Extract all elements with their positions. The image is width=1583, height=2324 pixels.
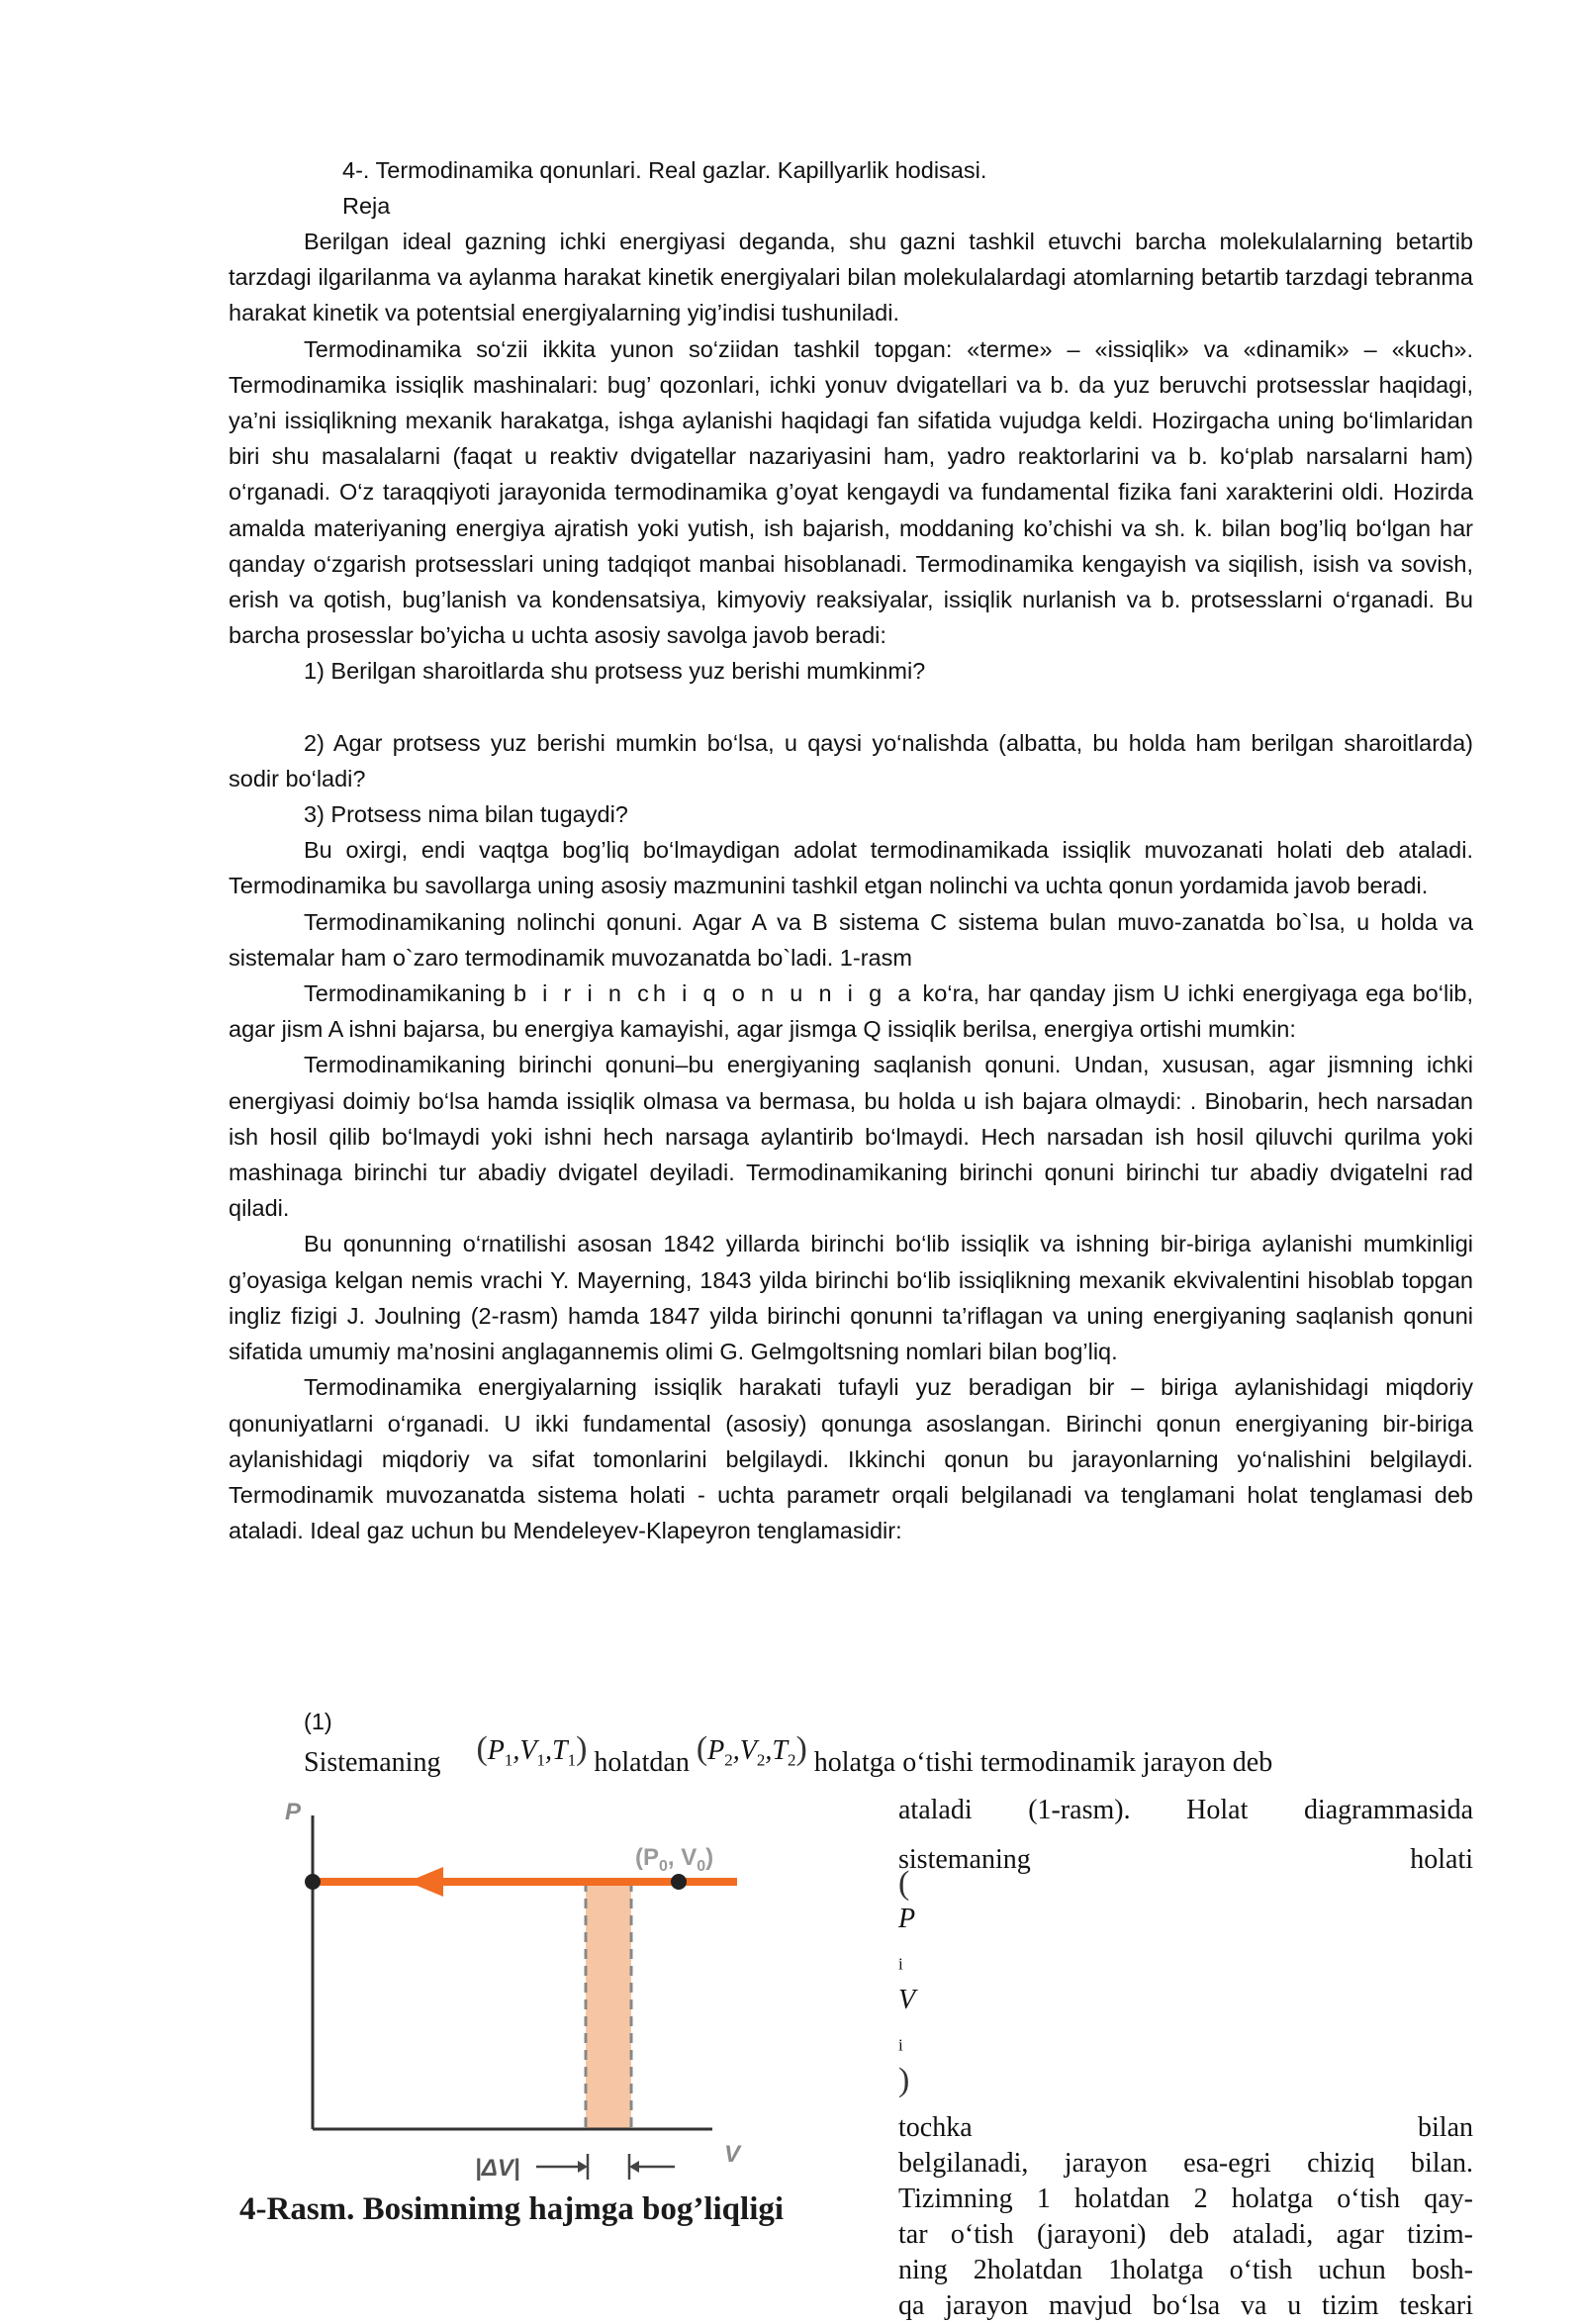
- state-i-math: ( P $_i$ V $_i$ ): [898, 1865, 916, 2099]
- state-2-math: $(P_2,V_2,T_2)$: [696, 1730, 807, 1770]
- question-3: 3) Protsess nima bilan tugaydi?: [304, 801, 628, 828]
- delta-v-label: |ΔV|: [475, 2155, 520, 2182]
- delta-v-arrowhead-right: [629, 2161, 639, 2173]
- right-line-1: ataladi (1-rasm). Holat diagrammasida: [898, 1795, 1473, 1825]
- right-line-4: Tizimning 1 holatdan 2 holatga o‘tish qay-: [898, 2184, 1473, 2215]
- state-point-label: ($P_0$, $V_0$): [635, 1844, 714, 1875]
- right-line-7: qa jarayon mavjud bo‘lsa va u tizim teskari: [898, 2290, 1473, 2322]
- paragraph-termodinamika: Termodinamika so‘zii ikkita yunon so‘ziidan tashkil topgan: «terme» – «issiqlik» va «dinamik» – «kuch». Termodinamika issiqlik mashinalari: bug’ qozonlari, ichki yonuv dvigatellari va b. da yuz beruvchi protsesslar haqidagi, ya’ni issiqlikning mexanik harakatga, ishga aylanishi haqidagi fan sifatida vujudga keldi. Hozirgacha uning bo‘limlaridan biri shu masalalarni (faqat u reaktiv dvigatellar nazariyasini ham, yadro reaktorlarini va b. ko‘plab narsalarni ham) o‘rganadi. O‘z taraqqiyoti jarayonida termodinamika g’oyat kengaydi va fundamental fizika fani xarakterini oldi. Hozirda amalda materiyaning energiya ajratish yoki yutish, ish bajarish, moddaning ko’chishi va sh. k. bilan bog’liq bo‘lgan har qanday o‘zgarish protsesslari uning tadqiqot manbai hisoblanadi. Termodinamika kengayish va siqilish, isish va sovish, erish va qotish, bug’lanish va kondensatsiya, kimyoviy reaksiyalar, issiqlik nurlanish va b. protsesslarni o‘rganadi. Bu barcha prosesslar bo’yicha u uchta asosiy savolga javob beradi:: [229, 335, 1473, 649]
- paragraph-history: Bu qonunning o‘rnatilishi asosan 1842 yillarda birinchi bo‘lib issiqlik va ishning bir-biriga aylanishi mumkinligi g’oyasiga kelgan nemis vrachi Y. Mayerning, 1843 yilda birinchi bo‘lib issiqlikning mexanik ekvivalentini hisoblab topgan ingliz fizigi J. Joulning (2-rasm) hamda 1847 yilda birinchi qonunni ta’riflagan va uning energiyaning saqlanish qonuni sifatida umumiy ma’nosini anglagannemis olimi G. Gelmgoltsning nomlari bilan bog’liq.: [229, 1231, 1473, 1365]
- state-word-holatga: holatga o‘tishi termodinamik jarayon deb: [813, 1747, 1273, 1778]
- paragraph-internal-energy: Berilgan ideal gazning ichki energiyasi deganda, shu gazni tashkil etuvchi barcha molekulalarning betartib tarzdagi ilgarilanma va aylanma harakat kinetik energiyalari bilan molekulalardagi atomlarning betartib tarzdagi tebranma harakat kinetik va potentsial energiyalarning yig’indisi tushuniladi.: [229, 229, 1473, 326]
- body-text: [229, 224, 1473, 1548]
- right-line-5: tar o‘tish (jarayoni) deb ataladi, agar tizim-: [898, 2219, 1473, 2251]
- paragraph-equilibrium: Bu oxirgi, endi vaqtga bog’liq bo‘lmaydigan adolat termodinamikada issiqlik muvozanati holati deb ataladi. Termodinamika bu savollarga uning asosiy mazmunini tashkil etgan nolinchi va uchta qonun yordamida javob beradi.: [229, 837, 1473, 899]
- x-axis-label: V: [724, 2141, 741, 2168]
- state-word-holatdan: holatdan: [594, 1747, 690, 1778]
- delta-v-shaded-area: [586, 1882, 631, 2129]
- first-law-prefix: Termodinamikaning: [304, 980, 513, 1007]
- paragraph-first-law-intro: [229, 976, 1473, 1047]
- y-intercept-dot: [305, 1874, 321, 1890]
- equation-number: (1): [304, 1709, 332, 1734]
- outline-heading: Reja: [342, 193, 391, 219]
- state-line: [304, 1730, 1473, 1791]
- state-1-math: $(P_1,V_1,T_1)$: [476, 1730, 588, 1770]
- state-point-dot: [671, 1874, 687, 1890]
- document-title: 4-. Termodinamika qonunlari. Real gazlar. Kapillyarlik hodisasi.: [342, 157, 987, 183]
- first-law-spaced: b i r i n ch i q o n u n i g a: [512, 980, 915, 1007]
- figure-caption: 4-Rasm. Bosimnimg hajmga bog’liqligi: [239, 2191, 785, 2227]
- right-column-text: [898, 1793, 1473, 2324]
- pv-diagram: [277, 1786, 752, 2182]
- y-axis-label: P: [285, 1799, 302, 1825]
- question-1: 1) Berilgan sharoitlarda shu protsess yuz berishi mumkinmi?: [304, 658, 926, 685]
- right-line-3: belgilanadi, jarayon esa-egri chiziq bilan.: [898, 2148, 1473, 2180]
- paragraph-zeroth-law: Termodinamikaning nolinchi qonuni. Agar A va B sistema C sistema bulan muvo-zanatda bo`lsa, u holda va sistemalar ham o`zaro termodinamik muvozanatda bo`ladi. 1-rasm: [229, 908, 1473, 971]
- paragraph-first-law: Termodinamikaning birinchi qonuni–bu energiyaning saqlanish qonuni. Undan, xususan, agar jismning ichki energiyasi doimiy bo‘lsa hamda issiqlik olmasa va bermasa, bu holda u ish bajara olmaydi: . Binobarin, hech narsadan ish hosil qilib bo‘lmaydi yoki ishni hech narsaga aylantirib bo‘lmaydi. Hech narsadan ish hosil qiluvchi qurilma yoki mashinaga birinchi tur abadiy dvigatel deyiladi. Termodinamikaning birinchi qonuni birinchi tur abadiy dvigatelni rad qiladi.: [229, 1052, 1473, 1222]
- isobar-arrowhead: [408, 1867, 443, 1897]
- right-line-6: ning 2holatdan 1holatga o‘tish uchun bosh-: [898, 2255, 1473, 2286]
- delta-v-arrowhead-left: [578, 2161, 588, 2173]
- question-2: 2) Agar protsess yuz berishi mumkin bo‘lsa, u qaysi yo‘nalishda (albatta, bu holda ham berilgan sharoitlarda) sodir bo‘ladi?: [229, 729, 1473, 791]
- right-line-2: sistemaning holati ( P $_i$ V $_i$ ) tochka bilan: [898, 1844, 1473, 2144]
- paragraph-fundamental-laws: Termodinamika energiyalarning issiqlik harakati tufayli yuz beradigan bir – biriga aylanishidagi miqdoriy qonuniyatlarni o‘rganadi. U ikki fundamental (asosiy) qonunga asoslangan. Birinchi qonun energiyaning bir-biriga aylanishidagi miqdoriy va sifat tomonlarini belgilaydi. Ikkinchi qonun bu jarayonlarning yo‘nalishini belgilaydi. Termodinamik muvozanatda sistema holati - uchta parametr orqali belgilanadi va tenglamani holat tenglamasi deb ataladi. Ideal gaz uchun bu Mendeleyev-Klapeyron tenglamasidir:: [229, 1374, 1473, 1544]
- state-word-sistemaning: Sistemaning: [304, 1747, 441, 1778]
- first-law-suffix: ko‘ra, har qanday jism U ichki energiyaga ega bo‘lib, agar jism A ishni bajarsa, bu energiya kamayishi, agar jismga Q issiqlik berilsa, energiya ortishi mumkin:: [229, 980, 1474, 1043]
